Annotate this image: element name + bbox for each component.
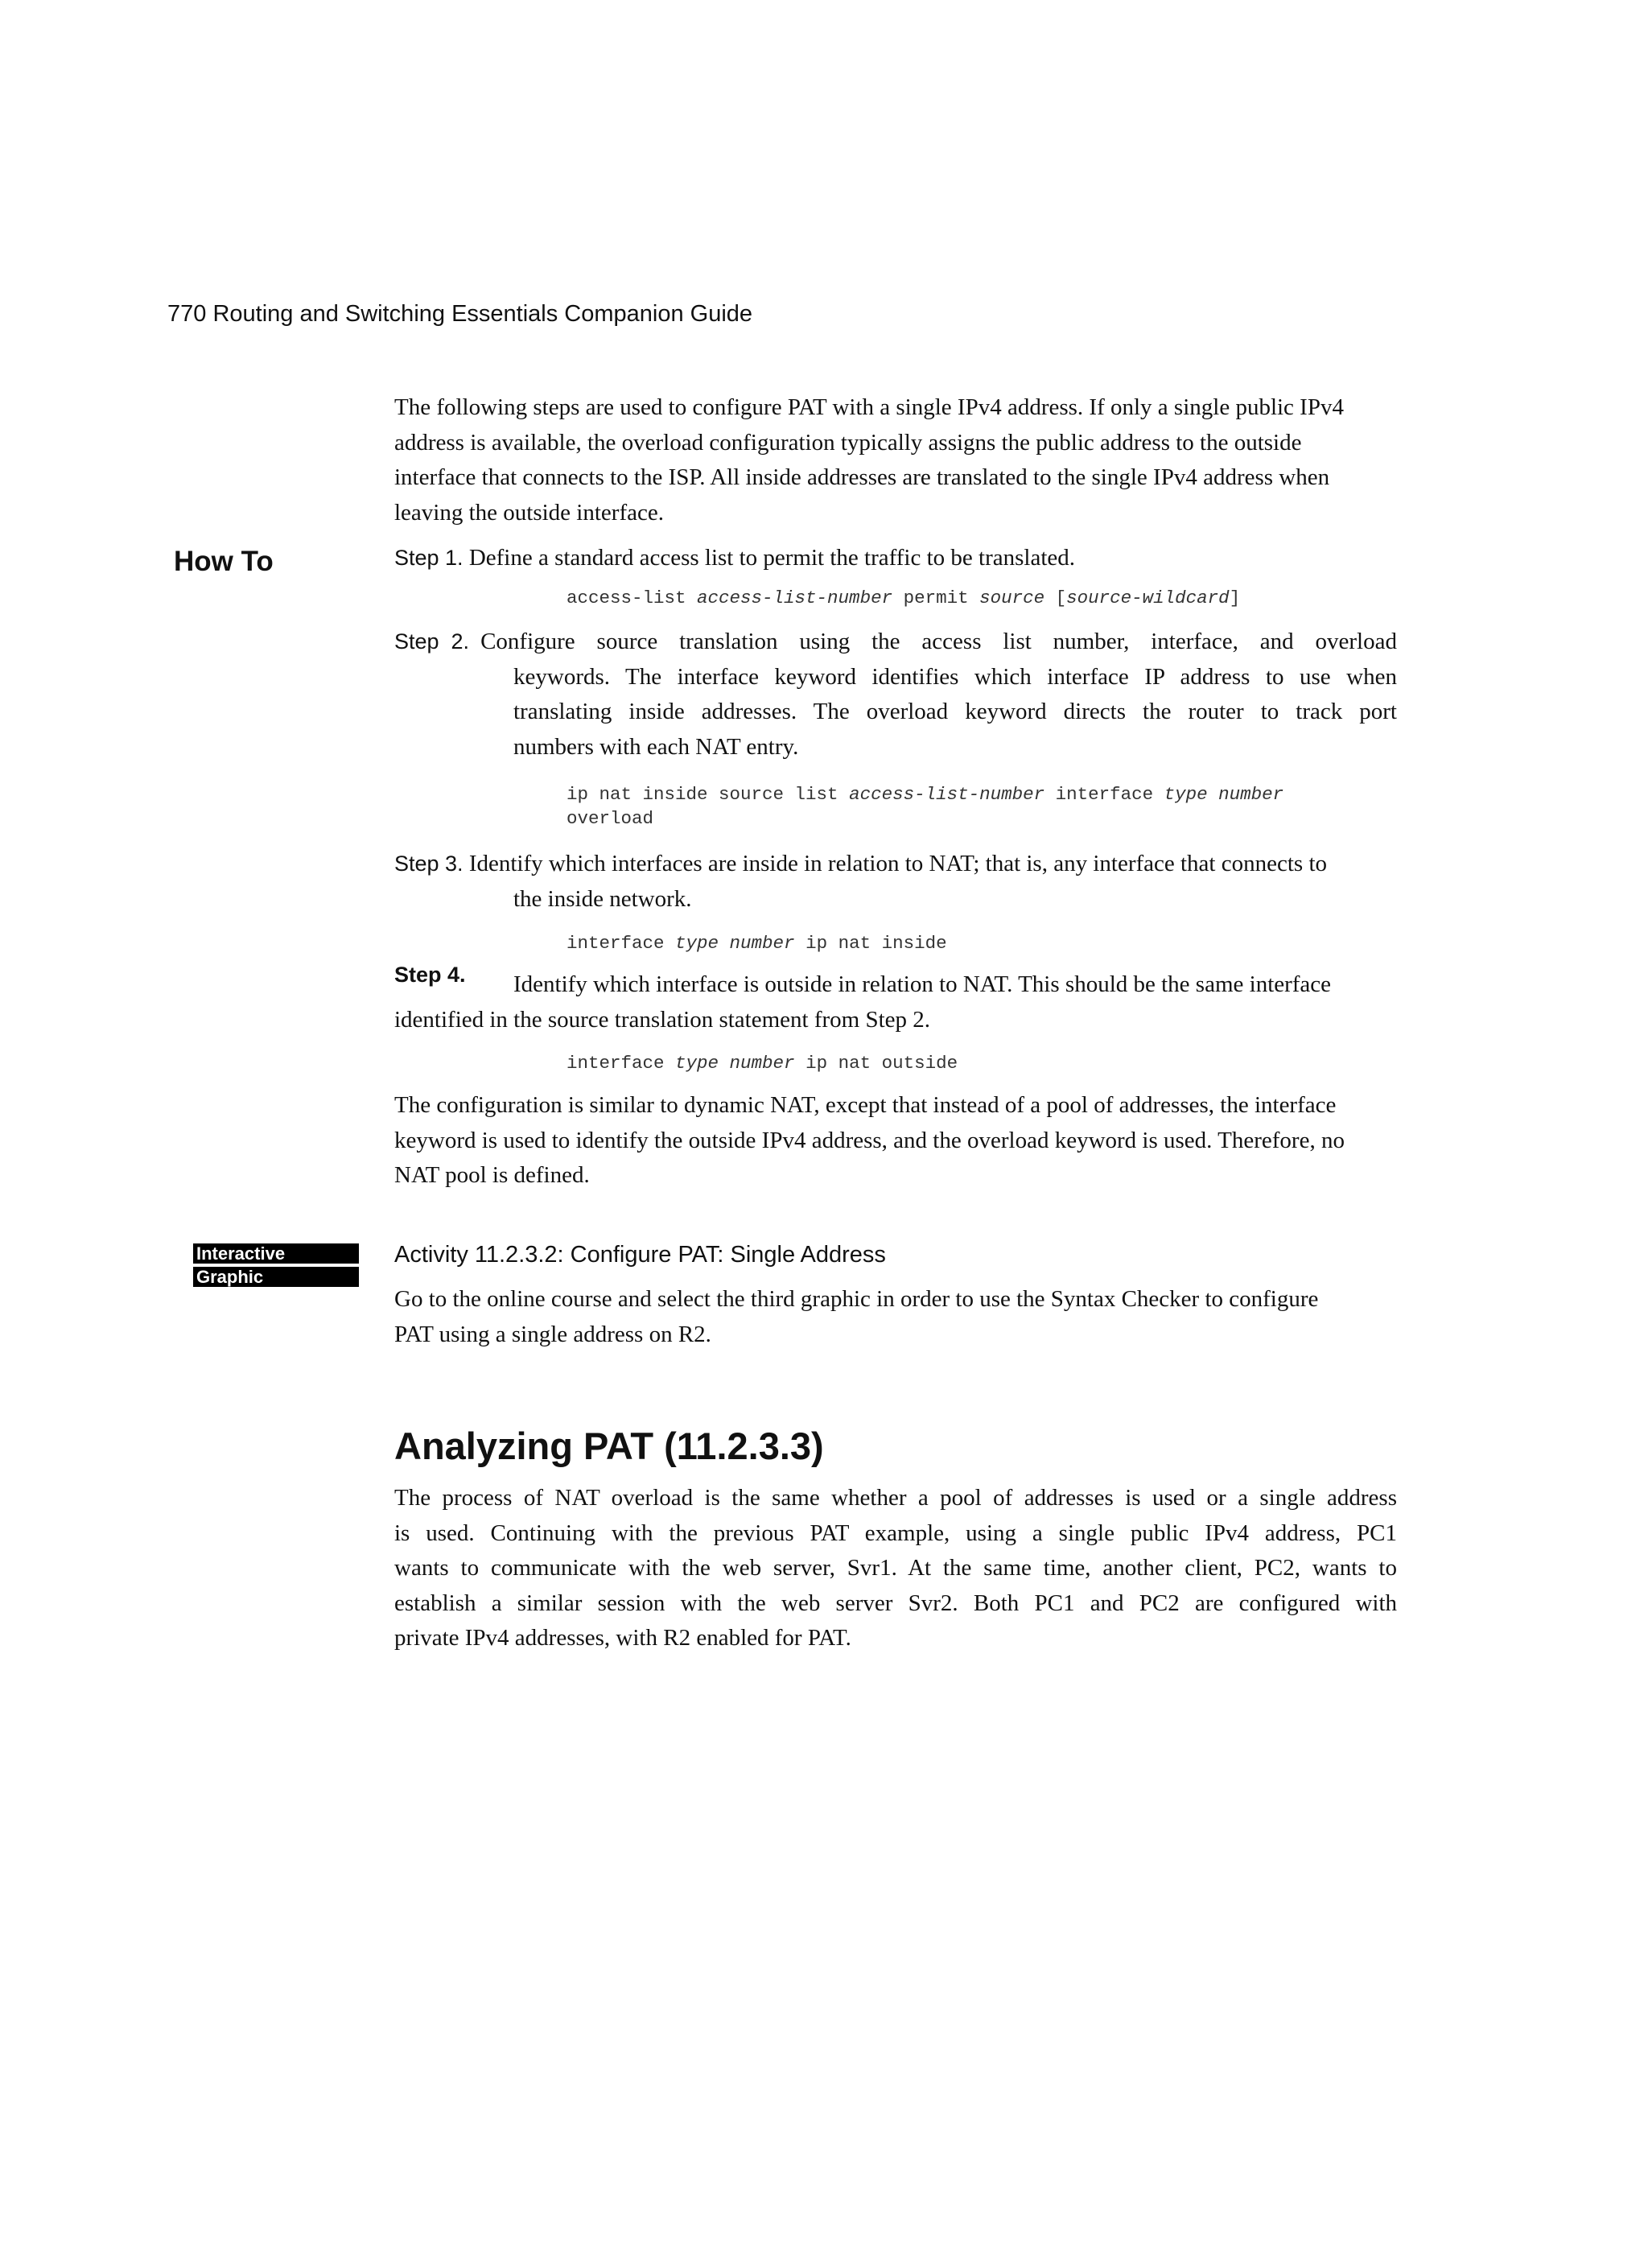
badge-line: Graphic xyxy=(193,1267,359,1287)
code-keyword: ip nat inside xyxy=(794,933,947,954)
intro-line: interface that connects to the ISP. All inside addresses are translated to the single IPv4 address when xyxy=(394,464,1330,490)
step-2-line: Configure source translation using the access list number, interface, and overload xyxy=(480,629,1397,654)
summary-line: NAT pool is defined. xyxy=(394,1162,590,1188)
code-keyword: ip nat outside xyxy=(794,1053,958,1074)
step-4-line: identified in the source translation statement from Step 2. xyxy=(394,1007,931,1033)
step-2 xyxy=(394,625,1397,765)
section-paragraph xyxy=(394,1481,1442,1656)
code-keyword: overload xyxy=(566,808,654,829)
summary-paragraph xyxy=(394,1088,1442,1194)
step-2-line: numbers with each NAT entry. xyxy=(513,733,799,760)
code-argument: type number xyxy=(675,933,795,954)
step-1-code xyxy=(566,586,1240,610)
step-3 xyxy=(394,847,1397,917)
section-line: private IPv4 addresses, with R2 enabled for PAT. xyxy=(394,1625,851,1651)
code-keyword: interface xyxy=(566,933,676,954)
code-argument: source xyxy=(979,588,1045,608)
section-line: The process of NAT overload is the same whether a pool of addresses is used or a single address xyxy=(394,1485,1397,1511)
section-line: wants to communicate with the web server, Svr1. At the same time, another client, PC2, wants to xyxy=(394,1555,1397,1581)
intro-paragraph xyxy=(394,390,1442,530)
activity-description xyxy=(394,1282,1442,1352)
step-2-first-line xyxy=(394,625,1397,660)
section-heading: Analyzing PAT (11.2.3.3) xyxy=(394,1425,824,1467)
summary-line: The configuration is similar to dynamic NAT, except that instead of a pool of addresses, the interface xyxy=(394,1092,1337,1118)
section-line: establish a similar session with the web server Svr2. Both PC1 and PC2 are configured with xyxy=(394,1590,1397,1616)
intro-line: address is available, the overload configuration typically assigns the public address to the outside xyxy=(394,429,1302,456)
intro-line: The following steps are used to configure PAT with a single IPv4 address. If only a single public IPv4 xyxy=(394,394,1344,420)
code-keyword: interface xyxy=(566,1053,676,1074)
code-argument: type number xyxy=(675,1053,795,1074)
step-3-code xyxy=(566,931,947,955)
code-keyword: ] xyxy=(1229,588,1241,608)
how-to-label: How To xyxy=(174,546,274,577)
step-2-line: keywords. The interface keyword identifies which interface IP address to use when xyxy=(513,663,1397,690)
step-3-label: Step 3. xyxy=(394,852,464,876)
code-keyword: [ xyxy=(1044,588,1067,608)
interactive-graphic-badge xyxy=(193,1243,359,1290)
step-2-code xyxy=(566,782,1283,831)
summary-line: keyword is used to identify the outside IPv4 address, and the overload keyword is used. Therefore, no xyxy=(394,1127,1345,1153)
step-2-label: Step 2. xyxy=(394,629,470,654)
activity-line: PAT using a single address on R2. xyxy=(394,1321,711,1347)
intro-line: leaving the outside interface. xyxy=(394,499,664,526)
code-argument: source-wildcard xyxy=(1066,588,1230,608)
step-4-line: Identify which interface is outside in relation to NAT. This should be the same interface xyxy=(513,971,1332,997)
step-3-first-line xyxy=(394,847,1397,882)
code-keyword: access-list xyxy=(566,588,698,608)
code-argument: access-list-number xyxy=(849,784,1045,805)
badge-line: Interactive xyxy=(193,1243,359,1264)
code-keyword: permit xyxy=(892,588,980,608)
code-keyword: ip nat inside source list xyxy=(566,784,850,805)
code-argument: type number xyxy=(1164,784,1284,805)
code-argument: access-list-number xyxy=(697,588,893,608)
code-keyword: interface xyxy=(1044,784,1164,805)
activity-title: Activity 11.2.3.2: Configure PAT: Single Address xyxy=(394,1242,886,1268)
step-2-line: translating inside addresses. The overload keyword directs the router to track port xyxy=(513,699,1397,724)
step-1-label: Step 1. xyxy=(394,546,464,570)
step-3-line: Identify which interfaces are inside in relation to NAT; that is, any interface that connects to xyxy=(468,851,1328,876)
step-4-label: Step 4. xyxy=(394,963,466,987)
activity-line: Go to the online course and select the third graphic in order to use the Syntax Checker to configure xyxy=(394,1286,1319,1312)
section-line: is used. Continuing with the previous PAT example, using a single public IPv4 address, PC1 xyxy=(394,1520,1397,1546)
running-head: 770 Routing and Switching Essentials Companion Guide xyxy=(167,301,753,327)
step-3-line: the inside network. xyxy=(513,885,692,912)
step-1 xyxy=(394,541,1075,576)
step-1-text: Define a standard access list to permit the traffic to be translated. xyxy=(468,545,1075,571)
step-4-code xyxy=(566,1051,958,1075)
